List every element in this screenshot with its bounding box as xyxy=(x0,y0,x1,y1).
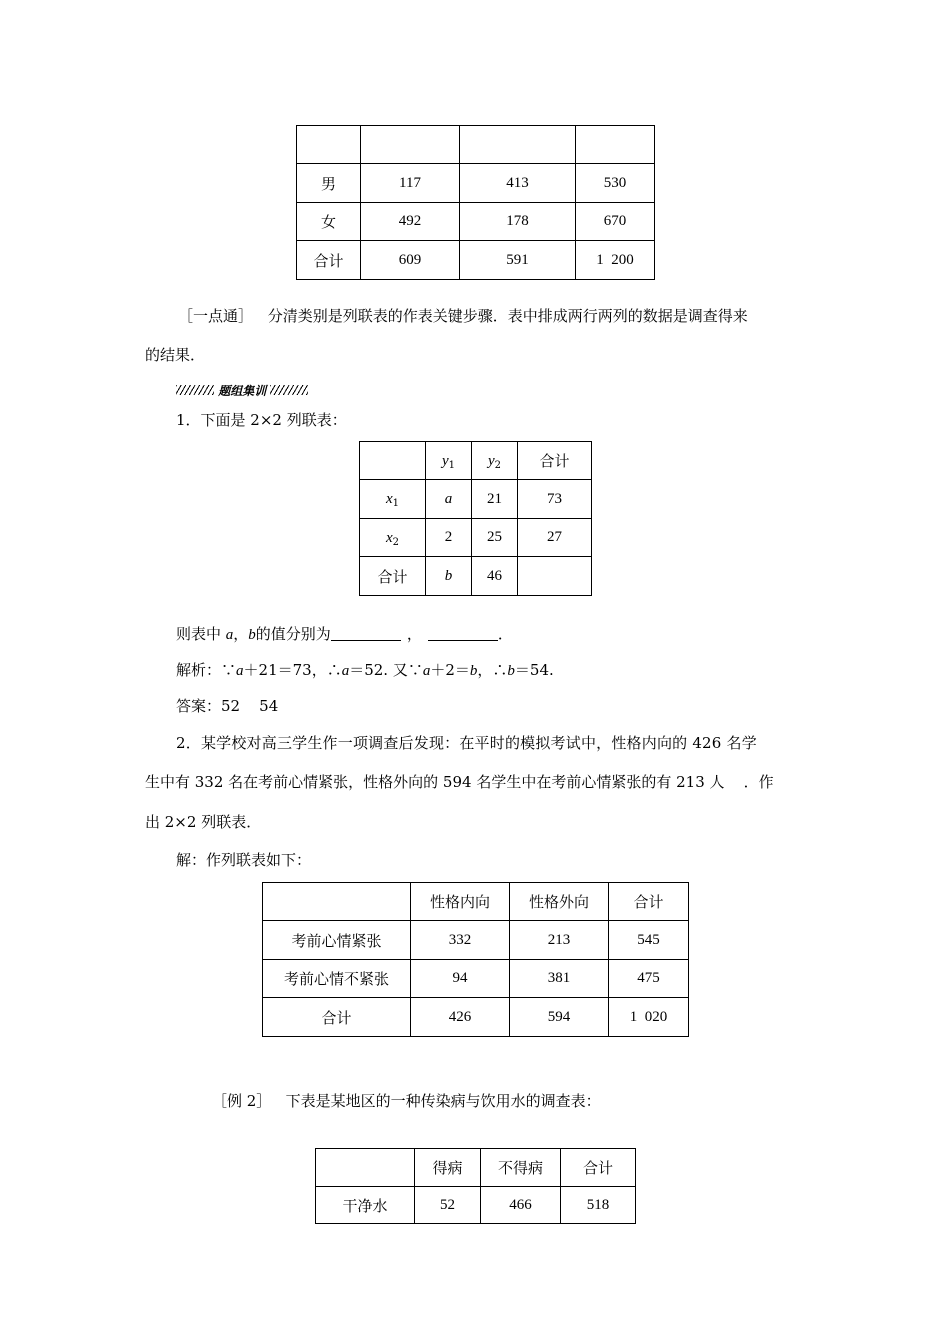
q2-line-1: 2．某学校对高三学生作一项调查后发现：在平时的模拟考试中，性格内向的 426 名学 xyxy=(176,734,757,752)
table-cell: 426 xyxy=(411,998,510,1037)
table-row xyxy=(297,203,655,241)
table-cell xyxy=(472,442,518,480)
table-cell: 2 xyxy=(426,519,472,557)
table-header-cell xyxy=(316,1149,415,1187)
text: ＝54. xyxy=(514,661,554,679)
table-header-cell: 得病 xyxy=(415,1149,481,1187)
table-cell: 1 020 xyxy=(609,998,689,1037)
text: ． xyxy=(497,625,513,643)
section-banner xyxy=(176,383,308,399)
table-1-header-cell xyxy=(576,126,655,164)
text: ∵ xyxy=(221,661,237,679)
note-tag: ［一点通］ xyxy=(178,307,254,325)
note-line-2: 的结果． xyxy=(145,346,206,364)
table-1-header-cell xyxy=(297,126,361,164)
table-cell: 594 xyxy=(510,998,609,1037)
table-cell: 178 xyxy=(460,203,576,241)
note-text: 分清类别是列联表的作表关键步骤．表中排成两行两列的数据是调查得来 xyxy=(267,307,748,325)
table-header-cell: 合计 xyxy=(609,883,689,921)
table-cell: 25 xyxy=(472,519,518,557)
q1-prompt: 1．下面是 2×2 列联表： xyxy=(176,411,347,429)
q2-table xyxy=(262,882,689,1037)
table-cell: 545 xyxy=(609,921,689,960)
text: ， xyxy=(233,625,249,643)
example-2-table xyxy=(315,1148,636,1224)
answer-blank[interactable] xyxy=(331,626,401,641)
table-cell xyxy=(426,442,472,480)
table-cell: 94 xyxy=(411,960,510,998)
table-row xyxy=(316,1187,636,1224)
var-b: b xyxy=(248,627,256,643)
banner-label: 题组集训 xyxy=(218,384,267,398)
table-cell: 518 xyxy=(561,1187,636,1224)
q1-solution xyxy=(176,660,554,681)
answer-blank[interactable] xyxy=(428,626,498,641)
table-row xyxy=(263,998,689,1037)
table-cell: 413 xyxy=(460,164,576,203)
row-label: 合计 xyxy=(297,241,361,280)
table-header-cell: 性格外向 xyxy=(510,883,609,921)
table-cell xyxy=(360,442,426,480)
table-row xyxy=(297,164,655,203)
text: ， xyxy=(406,625,422,643)
table-header-cell xyxy=(263,883,411,921)
text: ＋21＝73，∴ xyxy=(243,661,342,679)
table-cell: 1 200 xyxy=(576,241,655,280)
table-1-header-cell xyxy=(361,126,460,164)
row-label: 女 xyxy=(297,203,361,241)
table-header-cell: 性格内向 xyxy=(411,883,510,921)
table-row xyxy=(360,442,592,480)
var-a: a xyxy=(236,663,244,679)
table-cell: 475 xyxy=(609,960,689,998)
hatch-decoration-icon xyxy=(270,385,308,395)
table-cell: 合计 xyxy=(518,442,592,480)
table-cell: 670 xyxy=(576,203,655,241)
var-x: x xyxy=(385,529,393,546)
hatch-decoration-icon xyxy=(176,385,214,395)
table-cell xyxy=(360,480,426,519)
q1-table xyxy=(359,441,592,596)
table-1-header-row xyxy=(297,126,655,164)
var-y: y xyxy=(441,452,449,469)
row-label: 合计 xyxy=(263,998,411,1037)
table-cell: 332 xyxy=(411,921,510,960)
text: 的值分别为 xyxy=(255,625,331,643)
text: ＋2＝ xyxy=(430,661,470,679)
table-cell: 609 xyxy=(361,241,460,280)
var-x: x xyxy=(385,491,393,507)
row-label: 考前心情不紧张 xyxy=(263,960,411,998)
table-header-cell: 合计 xyxy=(561,1149,636,1187)
subscript: 1 xyxy=(392,498,400,509)
table-row xyxy=(316,1149,636,1187)
table-cell: a xyxy=(426,480,472,519)
table-row xyxy=(263,883,689,921)
subscript: 2 xyxy=(392,536,400,548)
subscript: 2 xyxy=(494,459,502,471)
q2-line-2: 生中有 332 名在考前心情紧张，性格外向的 594 名学生中在考前心情紧张的有 213 人 ．作 xyxy=(145,773,774,791)
row-label: 合计 xyxy=(360,557,426,596)
text: ＝52. 又∵ xyxy=(349,661,423,679)
table-cell: 21 xyxy=(472,480,518,519)
var-y: y xyxy=(487,452,495,469)
q2-line-3: 出 2×2 列联表． xyxy=(145,813,262,831)
table-1 xyxy=(296,125,655,280)
table-cell: 117 xyxy=(361,164,460,203)
table-cell: 73 xyxy=(518,480,592,519)
var-a: a xyxy=(341,663,350,679)
var-a: a xyxy=(422,663,431,679)
row-label: 干净水 xyxy=(316,1187,415,1224)
example-2-text: ［例 2］ 下表是某地区的一种传染病与饮用水的调查表： xyxy=(212,1092,601,1110)
table-row xyxy=(360,557,592,596)
text: 则表中 xyxy=(176,625,226,643)
table-cell: 492 xyxy=(361,203,460,241)
table-cell: b xyxy=(426,557,472,596)
q2-solution: 解：作列联表如下： xyxy=(176,851,312,869)
solution-label: 解析： xyxy=(176,661,222,679)
table-cell: 381 xyxy=(510,960,609,998)
table-cell xyxy=(518,557,592,596)
table-row xyxy=(263,921,689,960)
var-a: a xyxy=(225,627,234,643)
note-line-1 xyxy=(178,306,748,326)
q1-answer: 答案：52 54 xyxy=(176,697,279,715)
row-label: 考前心情紧张 xyxy=(263,921,411,960)
table-cell: 46 xyxy=(472,557,518,596)
table-row xyxy=(360,519,592,557)
text: ，∴ xyxy=(477,661,508,679)
subscript: 1 xyxy=(448,459,456,471)
table-row xyxy=(263,960,689,998)
row-label: 男 xyxy=(297,164,361,203)
table-cell: 213 xyxy=(510,921,609,960)
table-cell: 530 xyxy=(576,164,655,203)
table-row xyxy=(360,480,592,519)
var-b: b xyxy=(469,663,478,679)
table-header-cell: 不得病 xyxy=(481,1149,561,1187)
table-cell xyxy=(360,519,426,557)
table-row xyxy=(297,241,655,280)
table-cell: 52 xyxy=(415,1187,481,1224)
var-b: b xyxy=(507,663,515,679)
table-cell: 591 xyxy=(460,241,576,280)
table-cell: 466 xyxy=(481,1187,561,1224)
q1-ask xyxy=(176,624,513,645)
table-1-header-cell xyxy=(460,126,576,164)
table-cell: 27 xyxy=(518,519,592,557)
